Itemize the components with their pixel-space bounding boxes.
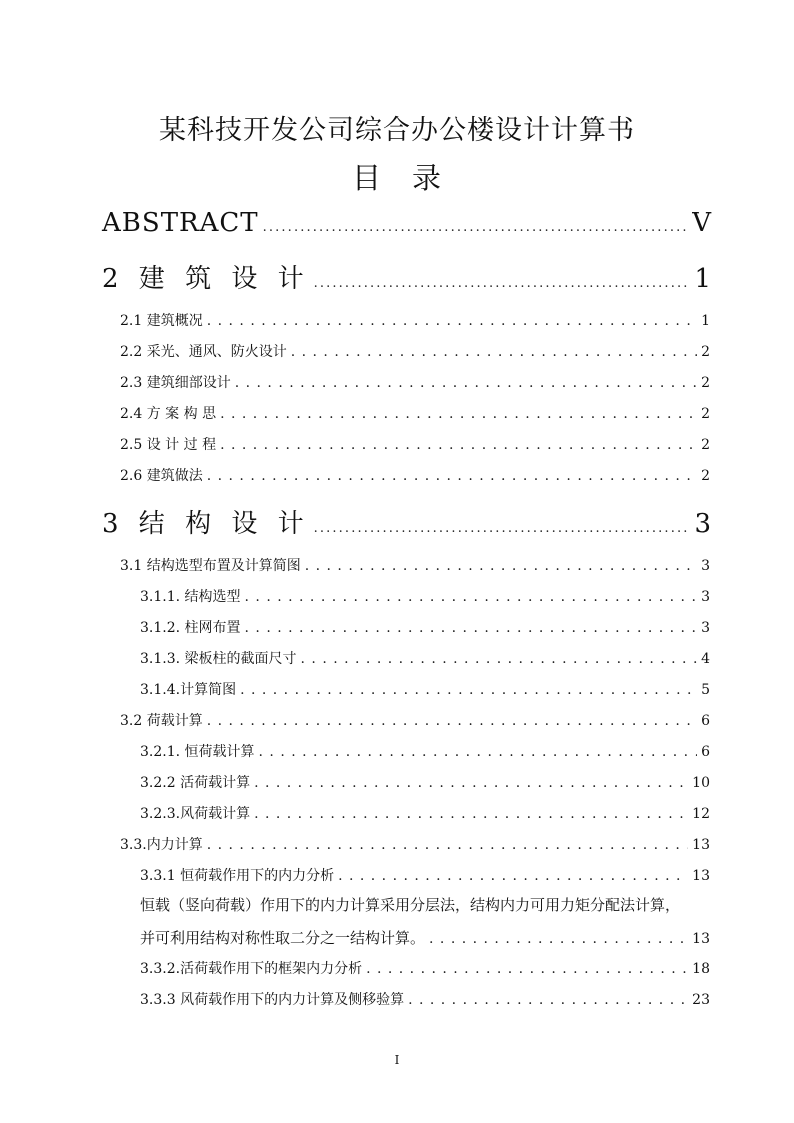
toc-entry-label: 3.1.1. 结构选型 [140,589,241,605]
toc-leader-dots [254,806,688,822]
toc-entry-2-5[interactable] [120,434,710,454]
toc-entry-3-1[interactable] [120,555,710,575]
toc-entry-label: 3.1.4.计算简图 [140,682,237,698]
toc-entry-label: 并可利用结构对称性取二分之一结构计算。 [140,929,426,947]
toc-leader-dots [408,992,688,1008]
toc-entry-page: 3 [701,558,710,574]
toc-entry-3-2[interactable] [120,710,710,730]
toc-entry-page: 2 [701,375,710,391]
toc-leader-dots [207,713,697,729]
toc-entry-3-3-3[interactable] [140,989,710,1009]
toc-leader-dots [245,620,698,636]
toc-heading: 目 录 [351,161,442,195]
toc-entry-2-1[interactable] [120,310,710,330]
toc-entry-label: ABSTRACT [102,208,259,238]
toc-entry-3-2-3[interactable] [140,803,710,823]
toc-entry-3-1-1[interactable] [140,586,710,606]
toc-entry-label: 3.3.内力计算 [120,837,203,853]
toc-leader-dots [207,468,697,484]
toc-leader-dots [263,220,689,235]
toc-entry-3-3-2[interactable] [140,958,710,978]
toc-leader-dots [305,558,697,574]
toc-entry-chapter-2[interactable] [102,258,712,295]
page-number: I [394,1053,400,1067]
toc-entry-3-3[interactable] [120,834,710,854]
toc-entry-page: 6 [701,744,710,760]
toc-entry-page: 13 [692,931,710,947]
toc-leader-dots [235,375,697,391]
toc-entry-label: 2 建 筑 设 计 [102,264,310,294]
toc-entry-2-2[interactable] [120,341,710,361]
toc-entry-page: 4 [701,651,710,667]
toc-entry-page: 2 [701,437,710,453]
toc-entry-label: 2.5 设 计 过 程 [120,437,217,453]
toc-entry-2-4[interactable] [120,403,710,423]
toc-entry-label: 3 结 构 设 计 [102,509,310,539]
toc-entry-label: 3.3.2.活荷载作用下的框架内力分析 [140,961,363,977]
toc-entry-page: 3 [701,589,710,605]
toc-entry-3-2-1[interactable] [140,741,710,761]
toc-entry-label: 3.3.3 风荷载作用下的内力计算及侧移验算 [140,992,405,1008]
toc-entry-page: 2 [701,406,710,422]
toc-entry-page: 3 [701,620,710,636]
toc-entry-label: 3.1.3. 梁板柱的截面尺寸 [140,651,297,667]
toc-entry-3-1-2[interactable] [140,617,710,637]
toc-entry-page: 23 [692,992,710,1008]
toc-leader-dots [259,744,698,760]
toc-entry-label: 3.3.1 恒荷载作用下的内力分析 [140,868,335,884]
toc-entry-2-6[interactable] [120,465,710,485]
toc-entry-page: V [692,208,712,238]
toc-entry-label: 3.1 结构选型布置及计算简图 [120,558,301,574]
toc-entry-page: 2 [701,468,710,484]
toc-leader-dots [207,837,688,853]
toc-leader-dots [245,589,698,605]
toc-leader-dots [314,521,691,536]
toc-entry-page: 1 [701,313,710,329]
toc-entry-page: 18 [692,961,710,977]
toc-note-line-1: 恒载（竖向荷载）作用下的内力计算采用分层法，结构内力可用力矩分配法计算， [140,896,681,914]
toc-entry-page: 1 [694,264,712,294]
toc-entry-2-3[interactable] [120,372,710,392]
toc-leader-dots [291,344,697,360]
toc-entry-page: 5 [701,682,710,698]
toc-leader-dots [240,682,697,698]
toc-leader-dots [207,313,697,329]
toc-leader-dots [254,775,688,791]
toc-entry-page: 3 [694,509,712,539]
toc-entry-page: 13 [692,868,710,884]
toc-note-line-2[interactable] [140,927,710,948]
toc-entry-page: 10 [692,775,710,791]
toc-entry-label: 2.6 建筑做法 [120,468,203,484]
toc-entry-3-1-3[interactable] [140,648,710,668]
toc-entry-3-3-1[interactable] [140,865,710,885]
toc-entry-abstract[interactable] [102,208,712,238]
toc-entry-page: 13 [692,837,710,853]
toc-entry-3-1-4[interactable] [140,679,710,699]
toc-leader-dots [366,961,688,977]
toc-leader-dots [429,931,688,947]
toc-entry-label: 2.2 采光、通风、防火设计 [120,344,287,360]
toc-leader-dots [220,437,697,453]
toc-leader-dots [314,276,691,291]
toc-entry-page: 6 [701,713,710,729]
toc-leader-dots [338,868,688,884]
document-title: 某科技开发公司综合办公楼设计计算书 [159,115,635,146]
toc-leader-dots [301,651,698,667]
toc-entry-page: 2 [701,344,710,360]
toc-entry-3-2-2[interactable] [140,772,710,792]
toc-entry-label: 2.4 方 案 构 思 [120,406,217,422]
toc-entry-page: 12 [692,806,710,822]
toc-entry-label: 3.2.2 活荷载计算 [140,775,251,791]
toc-entry-label: 2.1 建筑概况 [120,313,203,329]
toc-leader-dots [220,406,697,422]
toc-entry-chapter-3[interactable] [102,503,712,540]
toc-entry-label: 2.3 建筑细部设计 [120,375,231,391]
toc-entry-label: 3.2.1. 恒荷载计算 [140,744,255,760]
toc-entry-label: 3.2 荷载计算 [120,713,203,729]
toc-entry-label: 3.2.3.风荷载计算 [140,806,251,822]
toc-entry-label: 3.1.2. 柱网布置 [140,620,241,636]
